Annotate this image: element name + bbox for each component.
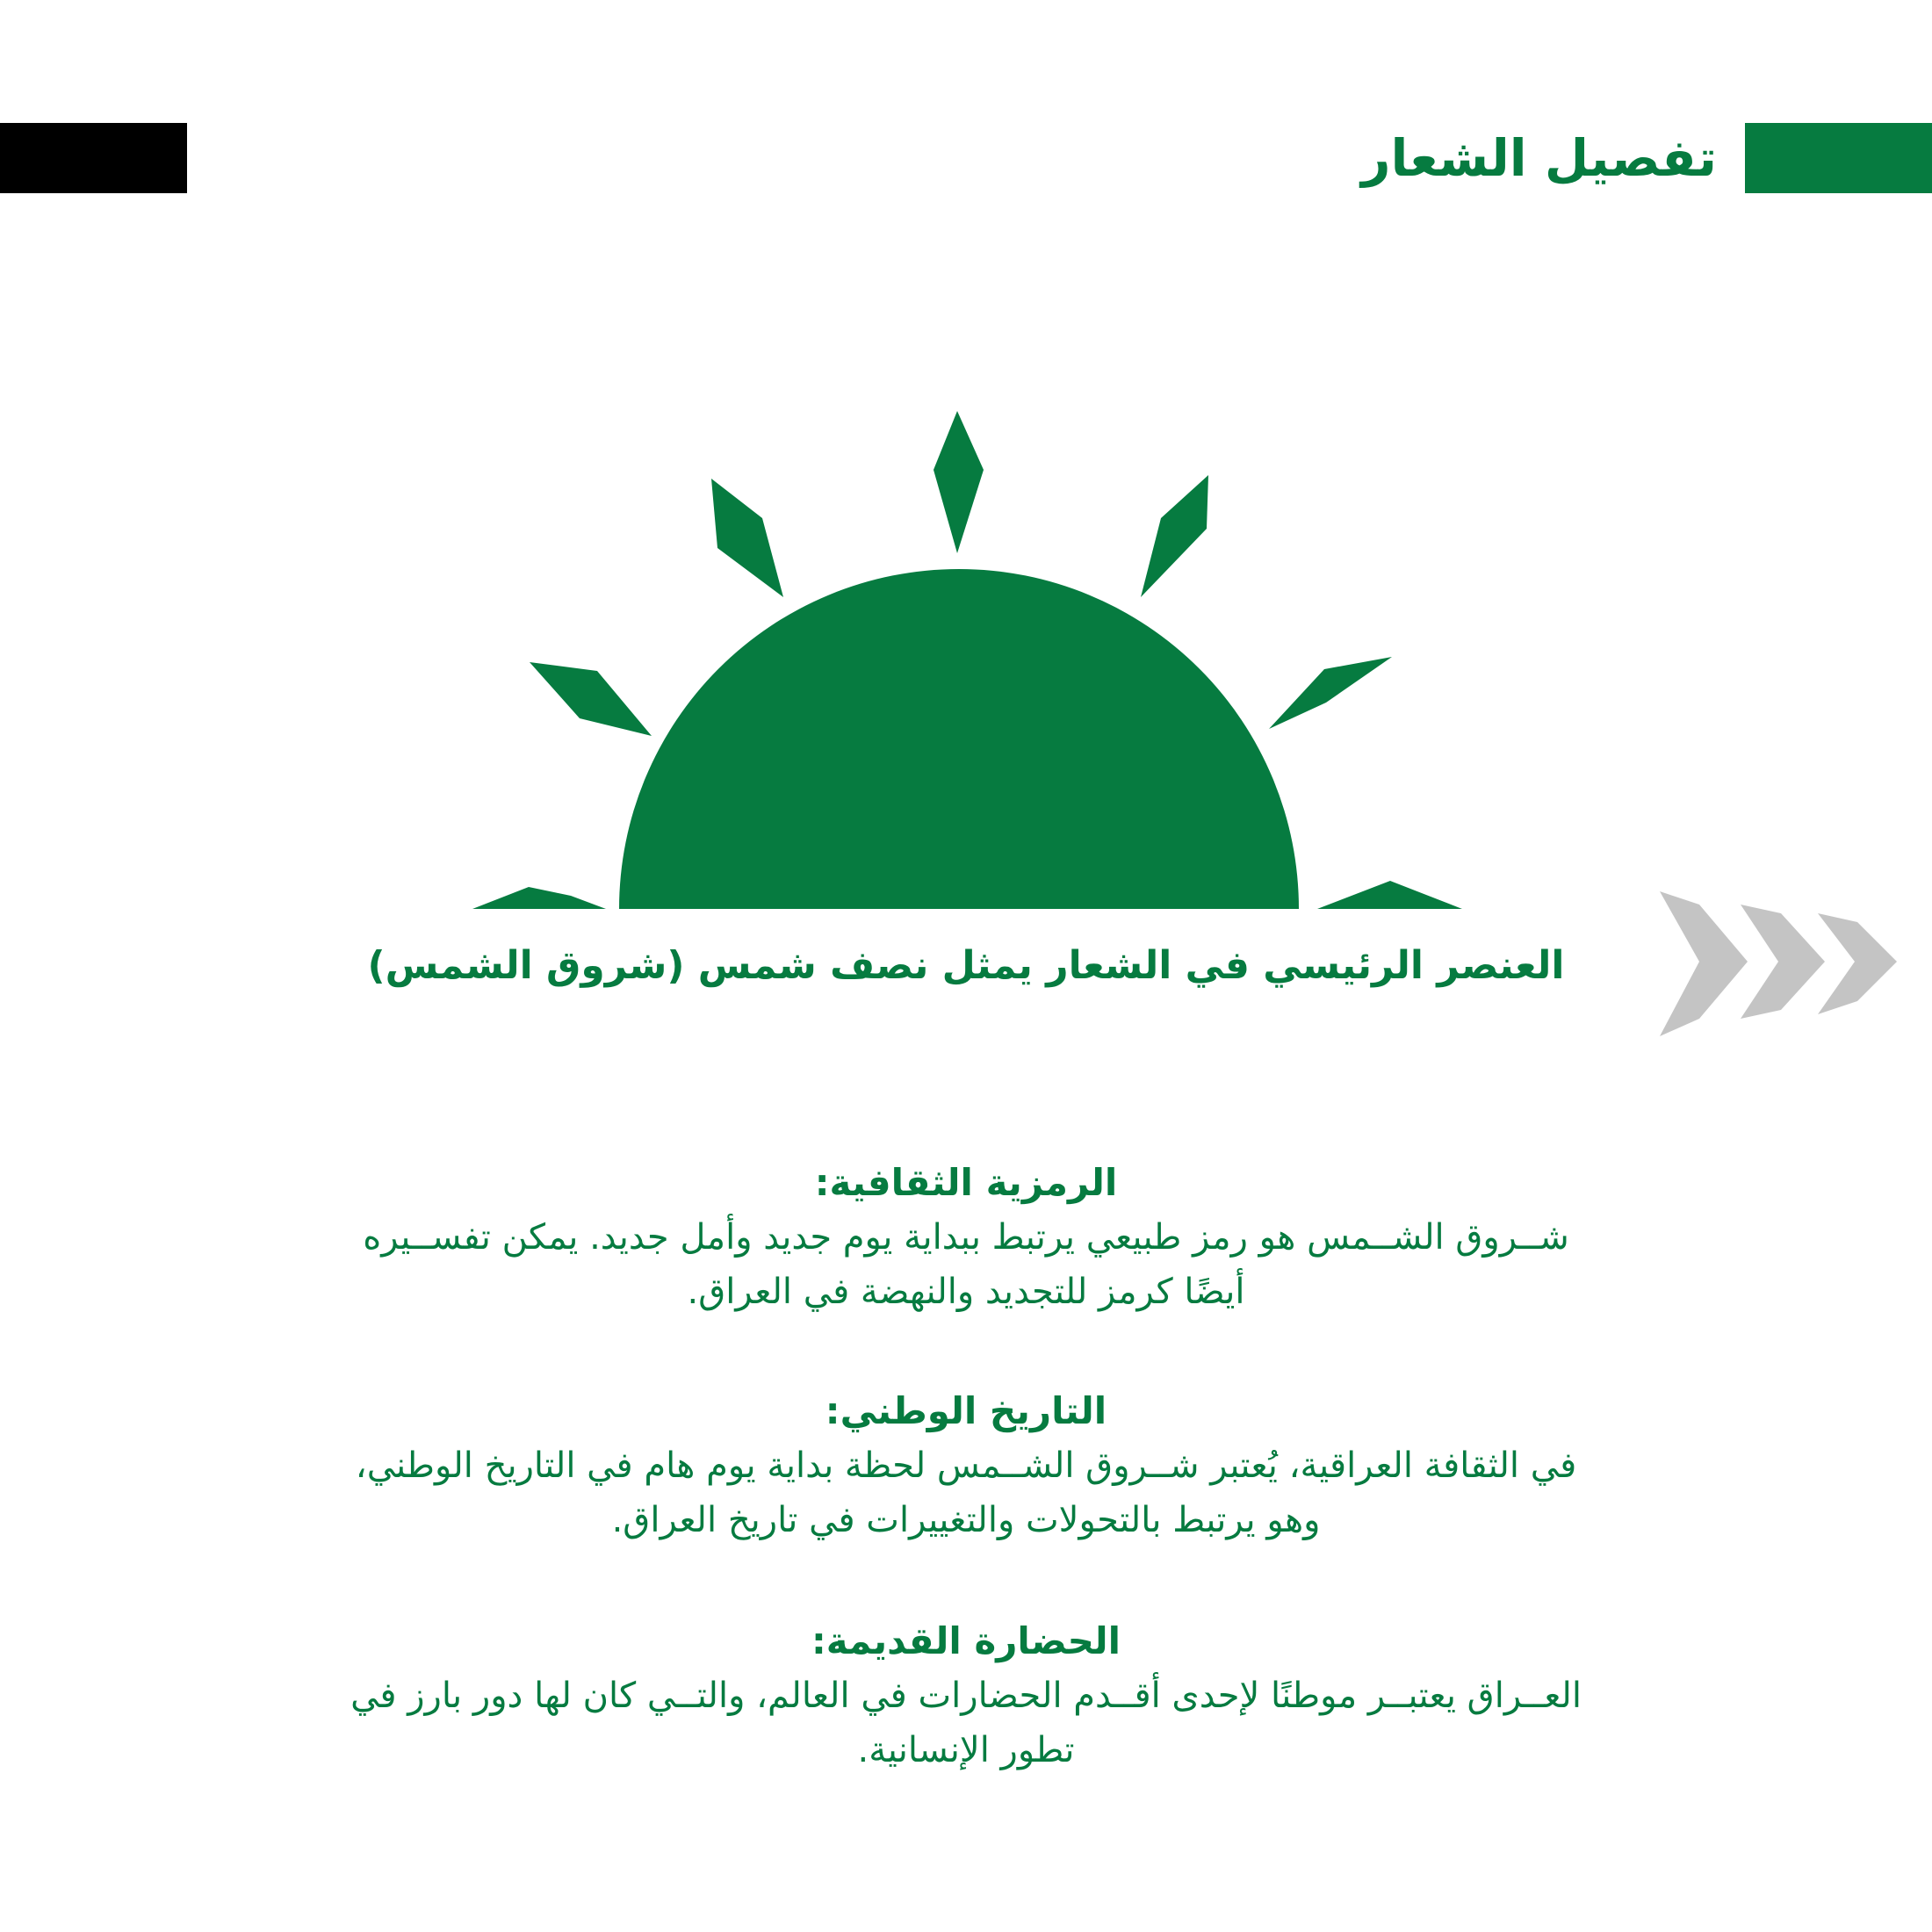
- section-ancient-civilization: [211, 1614, 1721, 1777]
- logo-caption: العنصر الرئيسي في الشعار يمثل نصف شمس (شروق الشمس): [367, 943, 1565, 988]
- chevron-arrow-1: [1660, 891, 1748, 1036]
- sun-ray-left: [530, 662, 652, 736]
- chevron-arrow-2: [1741, 905, 1825, 1019]
- section-line: أيضًا كرمز للتجديد والنهضة في العراق.: [687, 1272, 1245, 1312]
- section-line: شــروق الشــمس هو رمز طبيعي يرتبط ببداية يوم جديد وأمل جديد. يمكن تفســيره: [363, 1217, 1569, 1258]
- section-line: تطور الإنسانية.: [857, 1730, 1075, 1770]
- section-heading: الحضارة القديمة:: [811, 1619, 1121, 1662]
- chevron-arrow-3: [1818, 913, 1897, 1014]
- section-cultural-symbolism: [211, 1156, 1721, 1319]
- page-title: تفصيل الشعار: [1361, 128, 1717, 188]
- section-line: في الثقافة العراقية، يُعتبر شــروق الشــمس لحظة بداية يوم هام في التاريخ الوطني،: [355, 1445, 1577, 1486]
- section-line: العــراق يعتبــر موطنًا لإحدى أقــدم الحضارات في العالم، والتــي كان لها دور بارز في: [350, 1676, 1582, 1716]
- header-green-bar: [1745, 123, 1932, 193]
- section-line: وهو يرتبط بالتحولات والتغييرات في تاريخ العراق.: [611, 1500, 1321, 1540]
- chevron-arrows-icon: [1651, 887, 1901, 1041]
- sun-half-disc: [619, 569, 1299, 909]
- sun-ray-low-left: [472, 887, 606, 909]
- sun-ray-right: [1269, 657, 1392, 729]
- sun-ray-low-right: [1317, 881, 1462, 909]
- section-heading: الرمزية الثقافية:: [814, 1161, 1118, 1204]
- sun-ray-upper-left: [711, 479, 783, 597]
- section-heading: التاريخ الوطني:: [825, 1389, 1107, 1432]
- section-national-history: [211, 1384, 1721, 1547]
- sun-ray-top: [934, 411, 984, 553]
- sun-ray-upper-right: [1141, 475, 1208, 597]
- header-black-bar: [0, 123, 187, 193]
- half-sun-icon: [465, 404, 1467, 913]
